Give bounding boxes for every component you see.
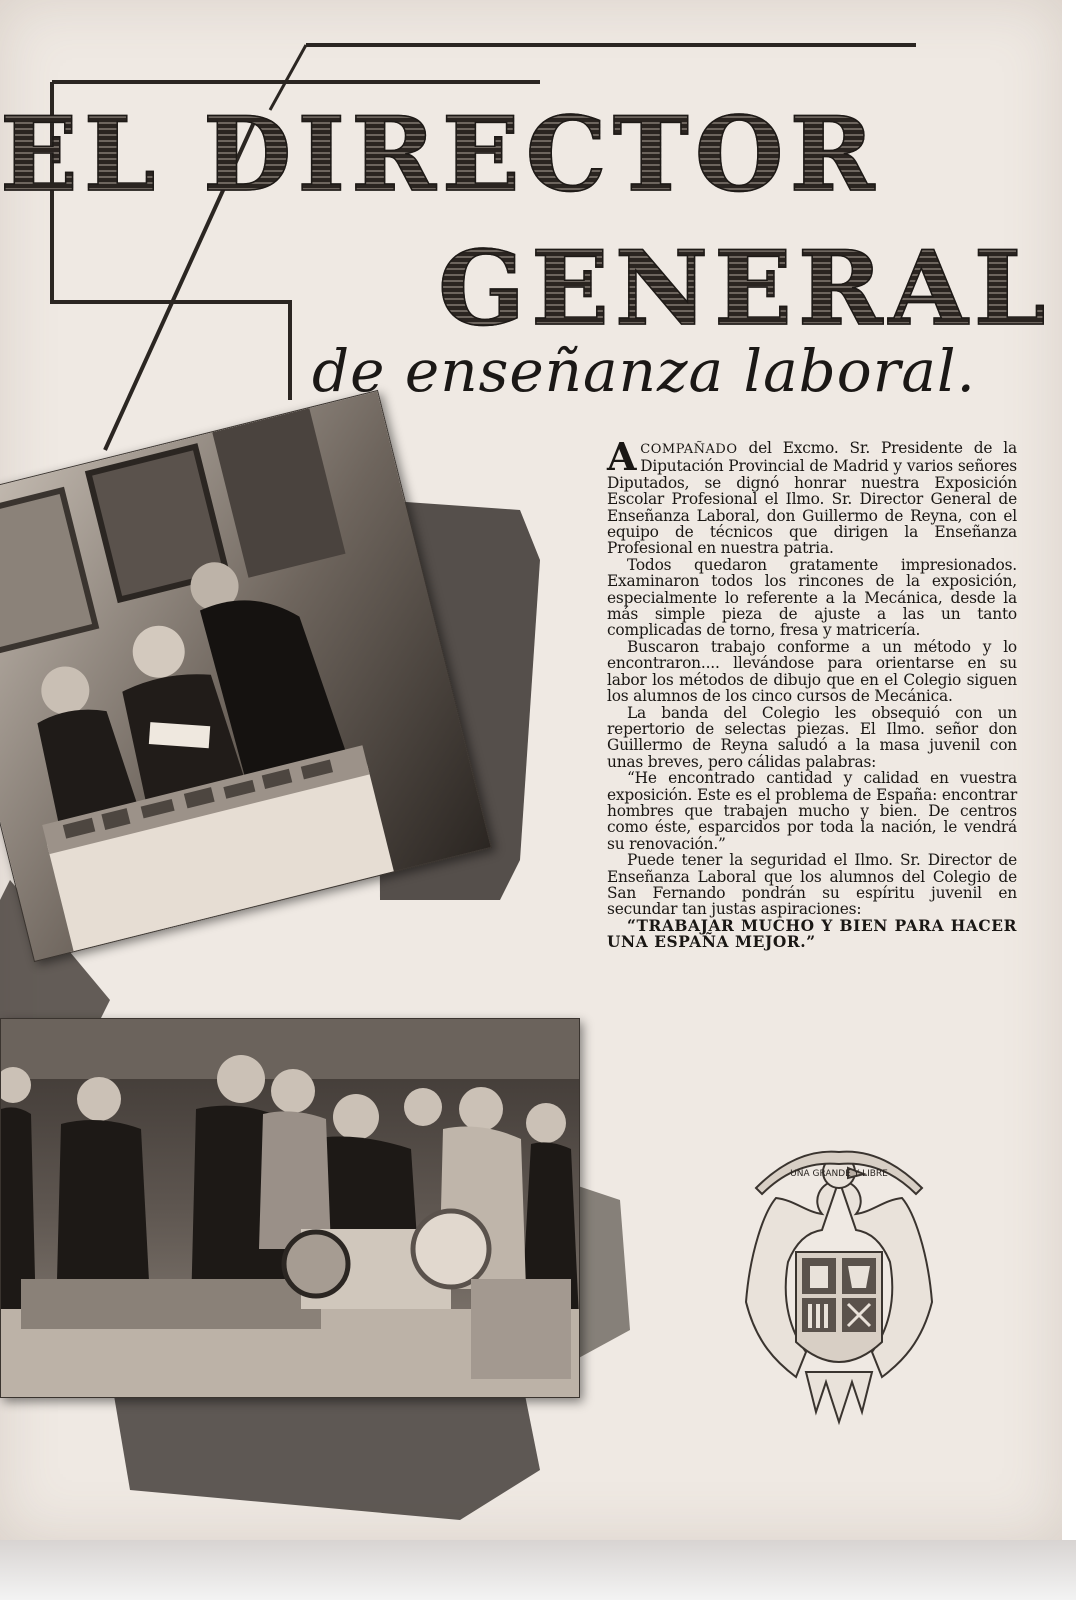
- paragraph-1-text: del Excmo. Sr. Presidente de la Diputación Provincial de Madrid y varios señores Diputados, se dignó honrar nuestra Exposición Escolar Profesional el Ilmo. Sr. Director General de Enseñanza Laboral, don Guillermo de Reyna, con el equipo de técnicos que dirigen la Enseñanza Profesional en nuestra patria.: [607, 439, 1017, 558]
- article-paragraph-3: Buscaron trabajo conforme a un método y lo encontraron.... llevándose para orientarse en su labor los métodos de dibujo que en el Colegio siguen los alumnos de los cinco cursos de Mecánica.: [607, 637, 1017, 706]
- article-paragraph-1: [607, 434, 1017, 558]
- drop-cap: A: [607, 434, 637, 479]
- article-paragraph-6: Puede tener la seguridad el Ilmo. Sr. Director de Enseñanza Laboral que los alumnos del Colegio de San Fernando pondrán su espíritu juvenil en secundar tan justas aspiraciones:: [607, 851, 1017, 919]
- article-paragraph-2: Todos quedaron gratamente impresionados. Examinaron todos los rincones de la exposición, especialmente lo referente a la Mecánica, desde la más simple pieza de ajuste a las un tanto complicadas de torno, fresa y matricería.: [607, 555, 1017, 640]
- headline-line-2: GENERAL: [438, 229, 1052, 349]
- article-body: [607, 434, 1017, 952]
- lead-smallcaps: COMPAÑADO: [640, 442, 738, 457]
- article-paragraph-5: “He encontrado cantidad y calidad en vuestra exposición. Este es el problema de España: encontrar hombres que trabajen mucho y bien. De centros como éste, esparcidos por toda la nación, le vendrá su renovación.”: [607, 769, 1017, 853]
- subtitle-script: de enseñanza laboral.: [312, 337, 976, 405]
- closing-motto: “TRABAJAR MUCHO Y BIEN PARA HACER UNA ESPAÑA MEJOR.”: [607, 916, 1017, 952]
- photo-lathe-workshop: [0, 1018, 580, 1398]
- headline-line-1: EL DIRECTOR: [0, 95, 881, 215]
- article-paragraph-4: La banda del Colegio les obsequió con un repertorio de selectas piezas. El Ilmo. señor don Guillermo de Reyna saludó a la masa juvenil con unas breves, pero cálidas palabras:: [607, 703, 1017, 771]
- coat-of-arms-emblem: [736, 1142, 942, 1432]
- crest-ribbon-text: UNA GRANDE Y LIBRE: [790, 1169, 888, 1179]
- scan-bottom-edge: [0, 1540, 1076, 1600]
